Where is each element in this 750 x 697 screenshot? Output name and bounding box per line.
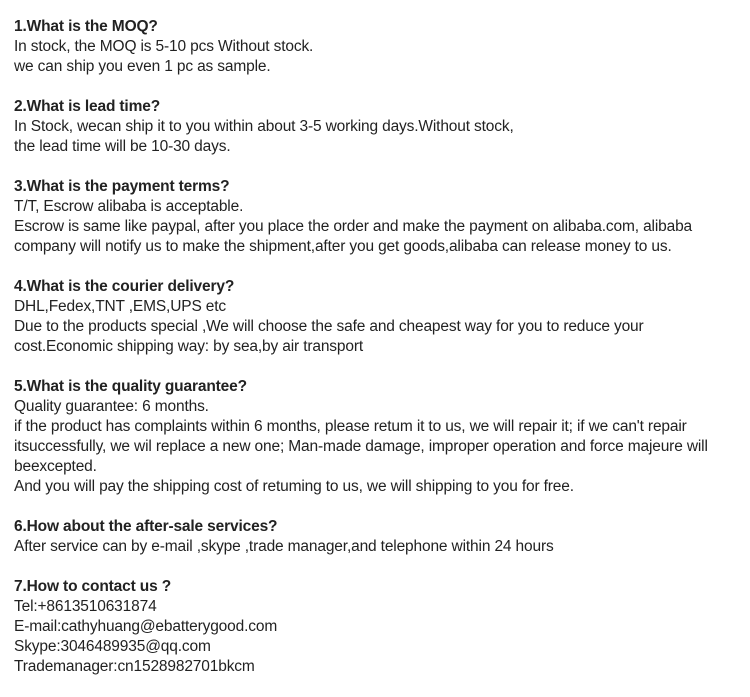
faq-section-moq [14,17,708,77]
faq-answer-line: Quality guarantee: 6 months. [14,398,209,415]
faq-question: 2.What is lead time? [14,98,161,115]
contact-skype: Skype:3046489935@qq.com [14,638,211,655]
faq-question: 5.What is the quality guarantee? [14,378,247,395]
faq-section-after-sale [14,517,708,557]
faq-answer-line: beexcepted. [14,458,97,475]
faq-answer-line: DHL,Fedex,TNT ,EMS,UPS etc [14,298,227,315]
faq-answer-line: T/T, Escrow alibaba is acceptable. [14,198,244,215]
faq-answer-line: In stock, the MOQ is 5-10 pcs Without stock. [14,38,314,55]
faq-section-lead-time [14,97,708,157]
faq-section-payment-terms [14,177,708,257]
contact-tel: Tel:+8613510631874 [14,598,157,615]
faq-section-courier-delivery [14,277,708,357]
faq-question: 7.How to contact us ? [14,578,172,595]
faq-question: 4.What is the courier delivery? [14,278,235,295]
faq-answer-line: if the product has complaints within 6 months, please retum it to us, we will repair it; if we can't repair [14,418,687,435]
faq-question: 3.What is the payment terms? [14,178,230,195]
faq-answer-line: Due to the products special ,We will choose the safe and cheapest way for you to reduce your [14,318,644,335]
faq-section-quality-guarantee [14,377,708,497]
contact-trademanager: Trademanager:cn1528982701bkcm [14,658,255,675]
faq-answer-line: itsuccessfully, we wil replace a new one; Man-made damage, improper operation and force majeure will [14,438,708,455]
faq-answer-line: And you will pay the shipping cost of retuming to us, we will shipping to you for free. [14,478,574,495]
faq-answer-line: we can ship you even 1 pc as sample. [14,58,271,75]
faq-question: 1.What is the MOQ? [14,18,158,35]
contact-email: E-mail:cathyhuang@ebatterygood.com [14,618,278,635]
faq-answer-line: cost.Economic shipping way: by sea,by air transport [14,338,364,355]
faq-answer-line: Escrow is same like paypal, after you place the order and make the payment on alibaba.com, alibaba [14,218,693,235]
faq-answer-line: After service can by e-mail ,skype ,trade manager,and telephone within 24 hours [14,538,554,555]
faq-question: 6.How about the after-sale services? [14,518,278,535]
faq-answer-line: the lead time will be 10-30 days. [14,138,231,155]
faq-document [14,17,708,697]
faq-section-contact [14,577,708,677]
faq-answer-line: company will notify us to make the shipment,after you get goods,alibaba can release money to us. [14,238,672,255]
faq-answer-line: In Stock, wecan ship it to you within about 3-5 working days.Without stock, [14,118,514,135]
